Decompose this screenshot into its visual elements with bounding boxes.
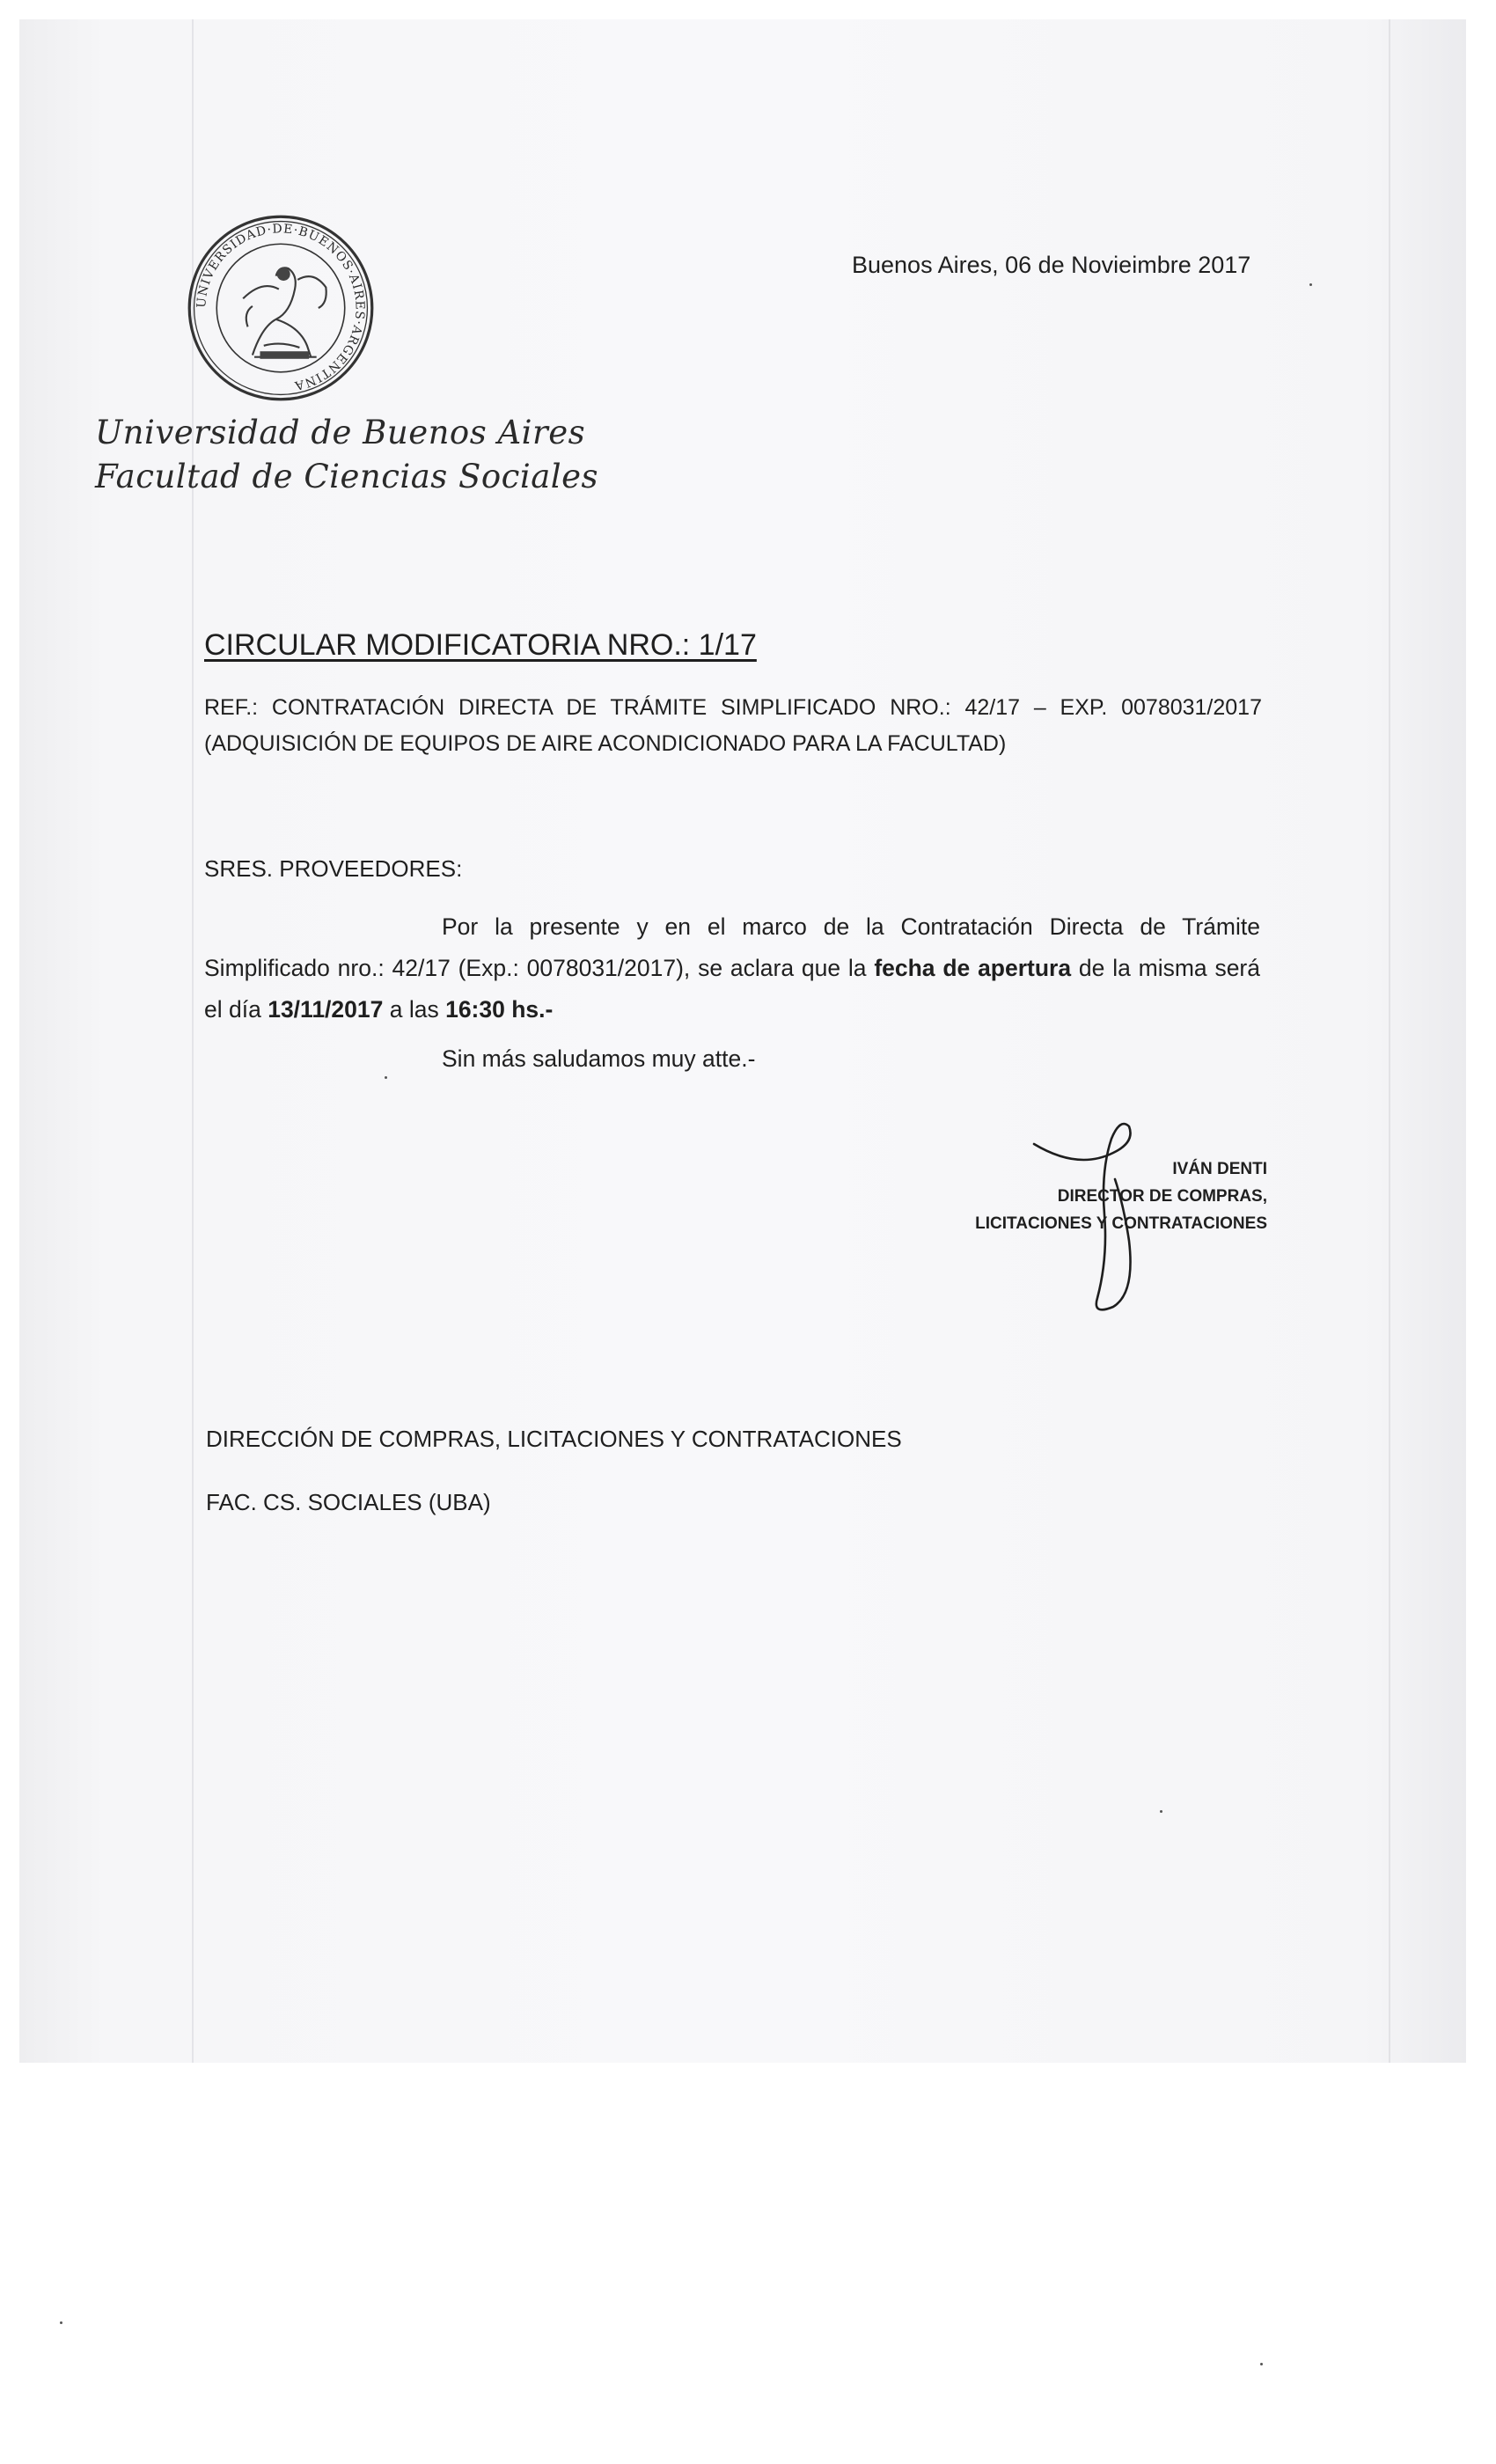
scan-speck <box>1309 283 1312 286</box>
body-text: de la misma será el día <box>204 955 1260 1023</box>
circular-title: CIRCULAR MODIFICATORIA NRO.: 1/17 <box>204 628 757 662</box>
body-bold-date: 13/11/2017 <box>268 996 384 1023</box>
scan-speck <box>385 1076 387 1079</box>
institution-name-faculty: Facultad de Ciencias Sociales <box>95 458 599 495</box>
scan-speck <box>1160 1810 1162 1813</box>
signatory-role: DIRECTOR DE COMPRAS, <box>1057 1187 1267 1206</box>
scan-speck <box>60 2321 62 2324</box>
university-seal <box>187 214 375 402</box>
footer-department: DIRECCIÓN DE COMPRAS, LICITACIONES Y CONTRATACIONES <box>206 1426 902 1452</box>
closing-greeting: Sin más saludamos muy atte.- <box>442 1045 756 1072</box>
seal-text: UNIVERSIDAD·DE·BUENOS·AIRES·ARGENTINA <box>194 222 367 393</box>
body-bold-opening-date-label: fecha de apertura <box>874 955 1072 981</box>
body-paragraph <box>204 906 1260 1030</box>
reference-line: REF.: CONTRATACIÓN DIRECTA DE TRÁMITE SIMPLIFICADO NRO.: 42/17 – EXP. 0078031/2017 <box>204 695 1262 720</box>
body-bold-time: 16:30 hs.- <box>445 996 554 1023</box>
salutation: SRES. PROVEEDORES: <box>204 855 463 882</box>
place-and-date: Buenos Aires, 06 de Novieimbre 2017 <box>852 252 1251 278</box>
signatory-name: IVÁN DENTI <box>1172 1160 1267 1178</box>
scan-speck <box>1260 2363 1263 2365</box>
signature-block <box>950 1155 1267 1237</box>
institution-name-university: Universidad de Buenos Aires <box>95 414 586 451</box>
footer-faculty: FAC. CS. SOCIALES (UBA) <box>206 1489 491 1515</box>
reference-subject: (ADQUISICIÓN DE EQUIPOS DE AIRE ACONDICIONADO PARA LA FACULTAD) <box>204 731 1007 756</box>
svg-text:UNIVERSIDAD·DE·BUENOS·AIRES·AR <box>194 222 367 392</box>
signatory-role: LICITACIONES Y CONTRATACIONES <box>975 1214 1267 1233</box>
scan-fold-line <box>1389 19 1390 2063</box>
body-text: Por la presente y en el marco de la Contratación Directa de Trámite Simplificado nro.: 42/17 (Exp.: 0078031/2017), se aclara que la <box>204 913 1260 981</box>
body-text: a las <box>383 996 446 1023</box>
